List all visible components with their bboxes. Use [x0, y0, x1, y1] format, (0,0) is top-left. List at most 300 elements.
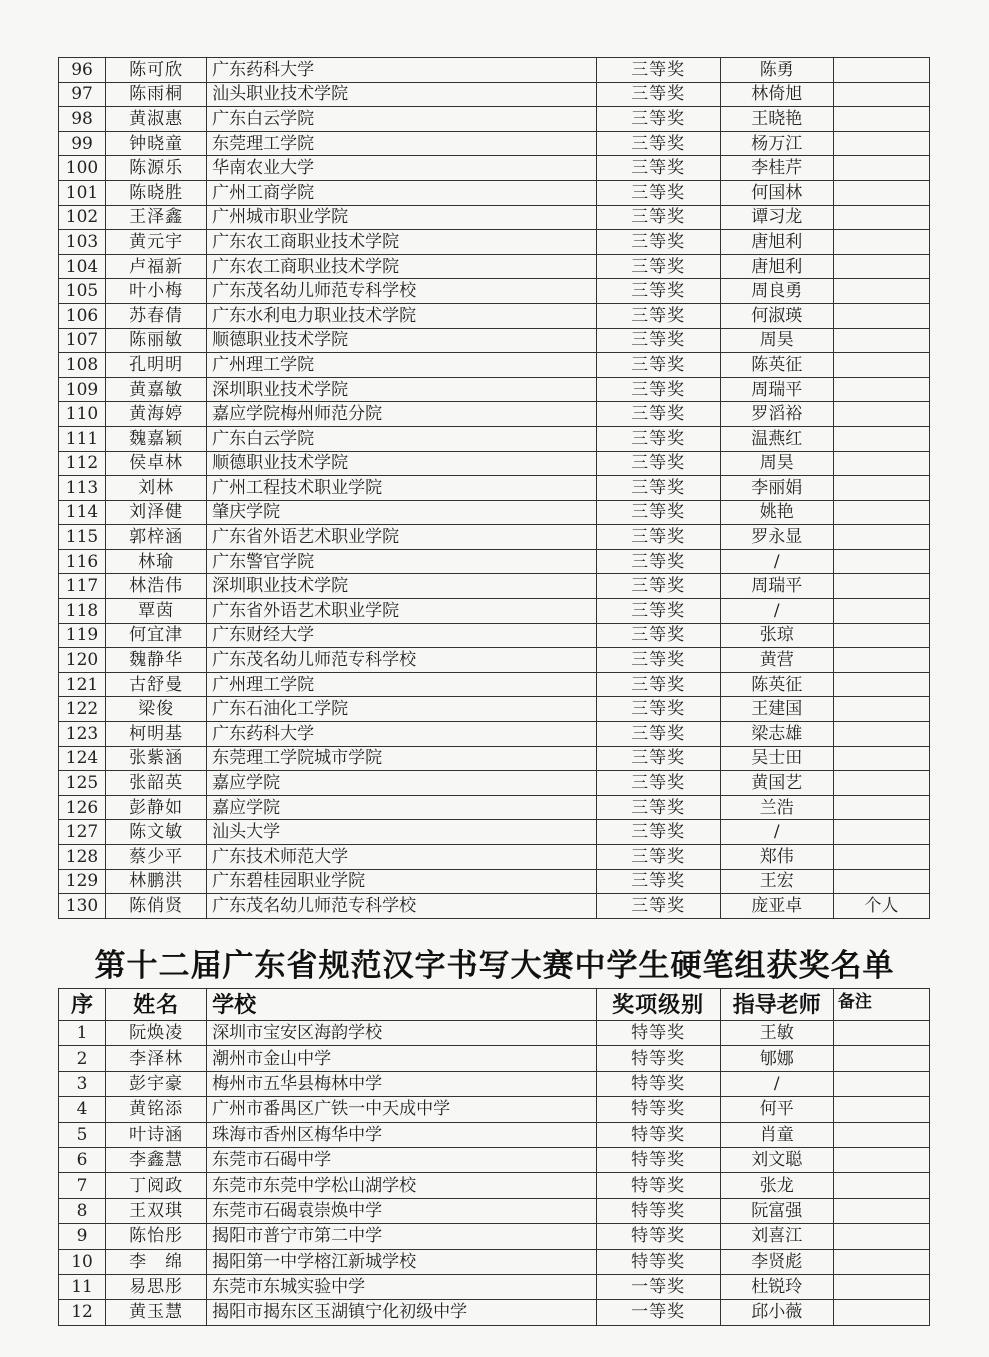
award-level: 三等奖: [596, 180, 720, 205]
remark: [833, 156, 929, 181]
table-row: [59, 845, 930, 870]
remark: [833, 820, 929, 845]
row-number: 100: [59, 156, 106, 181]
row-number: 9: [59, 1224, 106, 1249]
table-row: [59, 131, 930, 156]
table-row: [59, 1274, 930, 1299]
table-row: [59, 451, 930, 476]
table-row: [59, 623, 930, 648]
header-award: 奖项级别: [596, 989, 720, 1021]
table-row: [59, 82, 930, 107]
student-name: 陈可欣: [106, 58, 207, 83]
table-row: [59, 377, 930, 402]
school-name: 东莞理工学院城市学院: [207, 746, 596, 771]
teacher-name: 周良勇: [720, 279, 833, 304]
student-name: 王双琪: [106, 1198, 207, 1223]
student-name: 覃茵: [106, 599, 207, 624]
row-number: 3: [59, 1071, 106, 1096]
header-no: 序: [59, 989, 106, 1021]
student-name: 陈怡彤: [106, 1224, 207, 1249]
school-name: 东莞市东莞中学松山湖学校: [207, 1173, 596, 1198]
school-name: 广东白云学院: [207, 107, 596, 132]
teacher-name: 何平: [720, 1097, 833, 1122]
table-row: [59, 820, 930, 845]
school-name: 广东技术师范大学: [207, 845, 596, 870]
student-name: 侯卓林: [106, 451, 207, 476]
table-row: [59, 1198, 930, 1223]
student-name: 叶诗涵: [106, 1122, 207, 1147]
teacher-name: /: [720, 820, 833, 845]
student-name: 李泽林: [106, 1046, 207, 1071]
award-level: 特等奖: [596, 1249, 720, 1274]
table-row: [59, 746, 930, 771]
student-name: 黄淑惠: [106, 107, 207, 132]
award-level: 三等奖: [596, 623, 720, 648]
remark: [833, 180, 929, 205]
header-note: 备注: [833, 989, 929, 1021]
row-number: 12: [59, 1300, 106, 1325]
school-name: 汕头大学: [207, 820, 596, 845]
table-row: [59, 205, 930, 230]
table-row: [59, 549, 930, 574]
row-number: 107: [59, 328, 106, 353]
school-name: 广东茂名幼儿师范专科学校: [207, 279, 596, 304]
teacher-name: 杨万江: [720, 131, 833, 156]
row-number: 99: [59, 131, 106, 156]
school-name: 广州工程技术职业学院: [207, 476, 596, 501]
remark: [833, 131, 929, 156]
remark: [833, 1021, 929, 1046]
teacher-name: 何国林: [720, 180, 833, 205]
teacher-name: 王敏: [720, 1021, 833, 1046]
remark: [833, 107, 929, 132]
teacher-name: /: [720, 549, 833, 574]
school-name: 东莞市石碣袁崇焕中学: [207, 1198, 596, 1223]
table-row: [59, 771, 930, 796]
award-level: 三等奖: [596, 672, 720, 697]
award-level: 三等奖: [596, 476, 720, 501]
row-number: 6: [59, 1147, 106, 1172]
student-name: 李鑫慧: [106, 1147, 207, 1172]
teacher-name: 黄营: [720, 648, 833, 673]
row-number: 102: [59, 205, 106, 230]
table-row: [59, 574, 930, 599]
award-level: 三等奖: [596, 254, 720, 279]
remark: [833, 279, 929, 304]
school-name: 广东碧桂园职业学院: [207, 869, 596, 894]
teacher-name: 谭习龙: [720, 205, 833, 230]
teacher-name: 罗永显: [720, 525, 833, 550]
teacher-name: 周瑞平: [720, 574, 833, 599]
row-number: 97: [59, 82, 106, 107]
teacher-name: 梁志雄: [720, 722, 833, 747]
teacher-name: 周瑞平: [720, 377, 833, 402]
remark: [833, 205, 929, 230]
student-name: 刘泽健: [106, 500, 207, 525]
school-name: 广东水利电力职业技术学院: [207, 303, 596, 328]
student-name: 彭静如: [106, 795, 207, 820]
header-teacher: 指导老师: [720, 989, 833, 1021]
award-level: 三等奖: [596, 131, 720, 156]
school-name: 广东警官学院: [207, 549, 596, 574]
student-name: 柯明基: [106, 722, 207, 747]
table-row: [59, 869, 930, 894]
award-level: 三等奖: [596, 303, 720, 328]
remark: [833, 58, 929, 83]
award-level: 三等奖: [596, 820, 720, 845]
award-level: 三等奖: [596, 402, 720, 427]
table-row: [59, 1173, 930, 1198]
award-level: 三等奖: [596, 746, 720, 771]
school-name: 广东农工商职业技术学院: [207, 230, 596, 255]
award-level: 三等奖: [596, 697, 720, 722]
remark: [833, 697, 929, 722]
teacher-name: 王晓艳: [720, 107, 833, 132]
student-name: 陈晓胜: [106, 180, 207, 205]
row-number: 123: [59, 722, 106, 747]
row-number: 106: [59, 303, 106, 328]
teacher-name: 李桂芹: [720, 156, 833, 181]
school-name: 广东财经大学: [207, 623, 596, 648]
award-level: 三等奖: [596, 82, 720, 107]
table-row: [59, 525, 930, 550]
remark: [833, 1122, 929, 1147]
award-level: 特等奖: [596, 1021, 720, 1046]
school-name: 嘉应学院: [207, 795, 596, 820]
remark: [833, 353, 929, 378]
teacher-name: 郇娜: [720, 1046, 833, 1071]
table-row: [59, 1147, 930, 1172]
table-row: [59, 599, 930, 624]
teacher-name: 李贤彪: [720, 1249, 833, 1274]
school-name: 东莞理工学院: [207, 131, 596, 156]
award-level: 三等奖: [596, 574, 720, 599]
teacher-name: 庞亚卓: [720, 894, 833, 919]
teacher-name: 唐旭利: [720, 254, 833, 279]
remark: [833, 869, 929, 894]
remark: [833, 599, 929, 624]
remark: [833, 1274, 929, 1299]
school-name: 揭阳市揭东区玉湖镇宁化初级中学: [207, 1300, 596, 1325]
row-number: 128: [59, 845, 106, 870]
school-name: 广州理工学院: [207, 353, 596, 378]
teacher-name: 张琼: [720, 623, 833, 648]
row-number: 104: [59, 254, 106, 279]
row-number: 125: [59, 771, 106, 796]
teacher-name: /: [720, 1071, 833, 1096]
student-name: 陈丽敏: [106, 328, 207, 353]
row-number: 126: [59, 795, 106, 820]
student-name: 陈文敏: [106, 820, 207, 845]
award-level: 三等奖: [596, 500, 720, 525]
school-name: 揭阳市普宁市第二中学: [207, 1224, 596, 1249]
student-name: 黄海婷: [106, 402, 207, 427]
table-row: [59, 1249, 930, 1274]
student-name: 梁俊: [106, 697, 207, 722]
student-name: 郭梓涵: [106, 525, 207, 550]
row-number: 112: [59, 451, 106, 476]
row-number: 2: [59, 1046, 106, 1071]
teacher-name: 王建国: [720, 697, 833, 722]
school-name: 广州理工学院: [207, 672, 596, 697]
teacher-name: 刘文聪: [720, 1147, 833, 1172]
remark: [833, 648, 929, 673]
award-level: 三等奖: [596, 58, 720, 83]
remark: [833, 1198, 929, 1223]
student-name: 易思彤: [106, 1274, 207, 1299]
row-number: 121: [59, 672, 106, 697]
teacher-name: 阮富强: [720, 1198, 833, 1223]
teacher-name: 陈英征: [720, 353, 833, 378]
teacher-name: 兰浩: [720, 795, 833, 820]
award-level: 三等奖: [596, 795, 720, 820]
row-number: 124: [59, 746, 106, 771]
student-name: 丁阅政: [106, 1173, 207, 1198]
row-number: 130: [59, 894, 106, 919]
student-name: 林浩伟: [106, 574, 207, 599]
table-header-row: [59, 989, 930, 1021]
school-name: 珠海市香州区梅华中学: [207, 1122, 596, 1147]
award-level: 三等奖: [596, 279, 720, 304]
remark: [833, 476, 929, 501]
school-name: 潮州市金山中学: [207, 1046, 596, 1071]
award-level: 特等奖: [596, 1046, 720, 1071]
student-name: 叶小梅: [106, 279, 207, 304]
remark: [833, 426, 929, 451]
teacher-name: 黄国艺: [720, 771, 833, 796]
award-level: 一等奖: [596, 1274, 720, 1299]
table-row: [59, 328, 930, 353]
teacher-name: 唐旭利: [720, 230, 833, 255]
remark: [833, 230, 929, 255]
award-level: 三等奖: [596, 869, 720, 894]
student-name: 王泽鑫: [106, 205, 207, 230]
school-name: 梅州市五华县梅林中学: [207, 1071, 596, 1096]
student-name: 卢福新: [106, 254, 207, 279]
award-level: 三等奖: [596, 525, 720, 550]
award-level: 三等奖: [596, 377, 720, 402]
teacher-name: 温燕红: [720, 426, 833, 451]
teacher-name: 郑伟: [720, 845, 833, 870]
table-row: [59, 1122, 930, 1147]
table-row: [59, 722, 930, 747]
row-number: 1: [59, 1021, 106, 1046]
school-name: 深圳职业技术学院: [207, 574, 596, 599]
teacher-name: 张龙: [720, 1173, 833, 1198]
remark: [833, 722, 929, 747]
student-name: 魏嘉颖: [106, 426, 207, 451]
student-name: 张紫涵: [106, 746, 207, 771]
award-level: 特等奖: [596, 1173, 720, 1198]
teacher-name: 李丽娟: [720, 476, 833, 501]
award-level: 三等奖: [596, 549, 720, 574]
remark: [833, 574, 929, 599]
row-number: 114: [59, 500, 106, 525]
remark: 个人: [833, 894, 929, 919]
school-name: 深圳职业技术学院: [207, 377, 596, 402]
school-name: 汕头职业技术学院: [207, 82, 596, 107]
section-title: 第十二届广东省规范汉字书写大赛中学生硬笔组获奖名单: [94, 948, 895, 984]
teacher-name: 何淑瑛: [720, 303, 833, 328]
remark: [833, 623, 929, 648]
row-number: 110: [59, 402, 106, 427]
row-number: 118: [59, 599, 106, 624]
table-row: [59, 1224, 930, 1249]
school-name: 广州工商学院: [207, 180, 596, 205]
remark: [833, 672, 929, 697]
student-name: 李 绵: [106, 1249, 207, 1274]
row-number: 109: [59, 377, 106, 402]
teacher-name: 陈勇: [720, 58, 833, 83]
row-number: 5: [59, 1122, 106, 1147]
remark: [833, 795, 929, 820]
table-row: [59, 1300, 930, 1325]
student-name: 黄元宇: [106, 230, 207, 255]
remark: [833, 82, 929, 107]
row-number: 108: [59, 353, 106, 378]
table-row: [59, 648, 930, 673]
table-row: [59, 697, 930, 722]
student-name: 张韶英: [106, 771, 207, 796]
row-number: 127: [59, 820, 106, 845]
student-name: 黄玉慧: [106, 1300, 207, 1325]
school-name: 深圳市宝安区海韵学校: [207, 1021, 596, 1046]
table-row: [59, 279, 930, 304]
teacher-name: 肖童: [720, 1122, 833, 1147]
table-row: [59, 230, 930, 255]
award-level: 三等奖: [596, 426, 720, 451]
award-level: 特等奖: [596, 1224, 720, 1249]
table-row: [59, 894, 930, 919]
remark: [833, 1249, 929, 1274]
row-number: 103: [59, 230, 106, 255]
table-row: [59, 303, 930, 328]
table-row: [59, 1021, 930, 1046]
school-name: 广东省外语艺术职业学院: [207, 525, 596, 550]
student-name: 林瑜: [106, 549, 207, 574]
teacher-name: 邱小薇: [720, 1300, 833, 1325]
remark: [833, 1147, 929, 1172]
remark: [833, 746, 929, 771]
table-row: [59, 476, 930, 501]
school-name: 广东省外语艺术职业学院: [207, 599, 596, 624]
remark: [833, 451, 929, 476]
remark: [833, 771, 929, 796]
table-row: [59, 500, 930, 525]
teacher-name: 王宏: [720, 869, 833, 894]
teacher-name: 刘喜江: [720, 1224, 833, 1249]
remark: [833, 1046, 929, 1071]
student-name: 钟晓童: [106, 131, 207, 156]
row-number: 101: [59, 180, 106, 205]
remark: [833, 845, 929, 870]
teacher-name: 杜锐玲: [720, 1274, 833, 1299]
remark: [833, 500, 929, 525]
award-level: 三等奖: [596, 328, 720, 353]
table-row: [59, 1097, 930, 1122]
student-name: 彭宇豪: [106, 1071, 207, 1096]
school-name: 广州市番禺区广铁一中天成中学: [207, 1097, 596, 1122]
remark: [833, 328, 929, 353]
student-name: 陈源乐: [106, 156, 207, 181]
row-number: 7: [59, 1173, 106, 1198]
award-level: 三等奖: [596, 894, 720, 919]
remark: [833, 1224, 929, 1249]
award-table-university: [58, 57, 930, 919]
teacher-name: 姚艳: [720, 500, 833, 525]
table-row: [59, 180, 930, 205]
remark: [833, 402, 929, 427]
student-name: 蔡少平: [106, 845, 207, 870]
school-name: 广东药科大学: [207, 722, 596, 747]
school-name: 肇庆学院: [207, 500, 596, 525]
table-row: [59, 254, 930, 279]
school-name: 广东茂名幼儿师范专科学校: [207, 894, 596, 919]
award-level: 特等奖: [596, 1071, 720, 1096]
table-row: [59, 58, 930, 83]
award-level: 三等奖: [596, 205, 720, 230]
award-level: 三等奖: [596, 845, 720, 870]
award-level: 一等奖: [596, 1300, 720, 1325]
student-name: 黄嘉敏: [106, 377, 207, 402]
award-level: 三等奖: [596, 353, 720, 378]
award-level: 三等奖: [596, 230, 720, 255]
remark: [833, 525, 929, 550]
row-number: 115: [59, 525, 106, 550]
school-name: 嘉应学院梅州师范分院: [207, 402, 596, 427]
remark: [833, 549, 929, 574]
teacher-name: 周昊: [720, 451, 833, 476]
row-number: 113: [59, 476, 106, 501]
row-number: 122: [59, 697, 106, 722]
student-name: 陈雨桐: [106, 82, 207, 107]
school-name: 广东石油化工学院: [207, 697, 596, 722]
table-row: [59, 107, 930, 132]
table-row: [59, 353, 930, 378]
school-name: 嘉应学院: [207, 771, 596, 796]
student-name: 魏静华: [106, 648, 207, 673]
remark: [833, 303, 929, 328]
award-level: 三等奖: [596, 156, 720, 181]
school-name: 广州城市职业学院: [207, 205, 596, 230]
teacher-name: 吴士田: [720, 746, 833, 771]
student-name: 林鹏洪: [106, 869, 207, 894]
remark: [833, 377, 929, 402]
school-name: 华南农业大学: [207, 156, 596, 181]
school-name: 广东药科大学: [207, 58, 596, 83]
row-number: 96: [59, 58, 106, 83]
school-name: 广东白云学院: [207, 426, 596, 451]
award-level: 三等奖: [596, 451, 720, 476]
award-table-middle-school: [58, 988, 930, 1326]
award-level: 特等奖: [596, 1198, 720, 1223]
table-row: [59, 795, 930, 820]
remark: [833, 1097, 929, 1122]
header-school: 学校: [207, 989, 596, 1021]
row-number: 116: [59, 549, 106, 574]
table-row: [59, 1071, 930, 1096]
table-row: [59, 402, 930, 427]
row-number: 117: [59, 574, 106, 599]
teacher-name: 周昊: [720, 328, 833, 353]
header-name: 姓名: [106, 989, 207, 1021]
award-level: 特等奖: [596, 1122, 720, 1147]
teacher-name: /: [720, 599, 833, 624]
row-number: 120: [59, 648, 106, 673]
student-name: 黄铭添: [106, 1097, 207, 1122]
student-name: 阮焕凌: [106, 1021, 207, 1046]
row-number: 8: [59, 1198, 106, 1223]
